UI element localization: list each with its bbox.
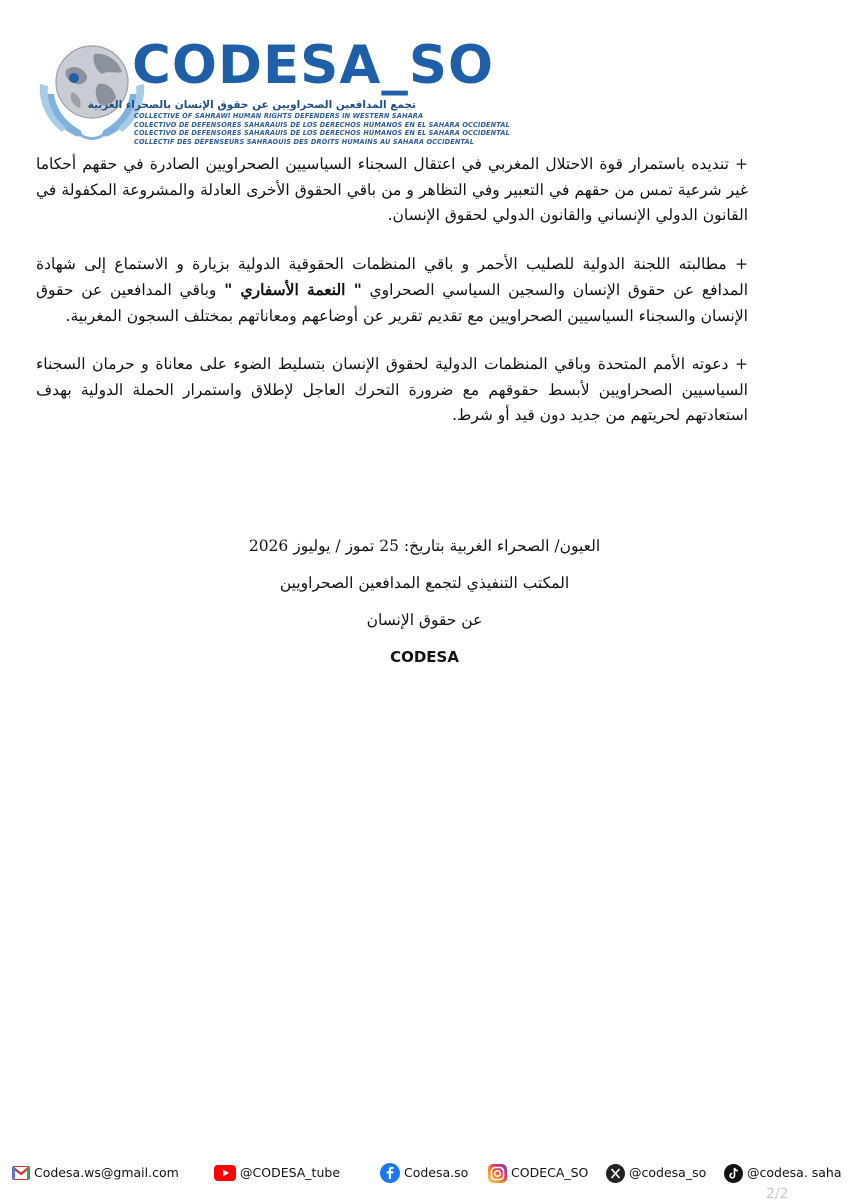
footer-email[interactable]: [12, 1158, 179, 1188]
email-text: Codesa.ws@gmail.com: [34, 1165, 179, 1180]
tiktok-text: @codesa. saha: [747, 1165, 842, 1180]
instagram-icon: [488, 1164, 507, 1183]
executive-office-line2: عن حقوق الإنسان: [366, 611, 483, 629]
globe-hands-icon: [36, 34, 146, 144]
youtube-text: @CODESA_tube: [240, 1165, 341, 1180]
paragraph-red-cross-demand: [36, 252, 748, 330]
paragraph-text-a: + مطالبته اللجنة الدولية للصليب الأحمر و باقي المنظمات الحقوقية الدولية بزيارة و الاستماع إلى شهادة المدافع عن حقوق الإنسان والسجين السياسي الصحراوي: [36, 254, 748, 299]
gmail-icon: [12, 1166, 30, 1180]
brand-line-es-2: COLECTIVO DE DEFENSORES SAHARAUIS DE LOS DERECHOS HUMANOS EN EL SAHARA OCCIDENTAL: [134, 129, 510, 137]
youtube-icon: [214, 1165, 236, 1181]
footer-x[interactable]: [606, 1158, 706, 1188]
footer-youtube[interactable]: [214, 1158, 340, 1188]
footer-facebook[interactable]: [380, 1158, 468, 1188]
page-number: 2/2: [766, 1186, 789, 1202]
footer-tiktok[interactable]: [724, 1158, 842, 1188]
paragraph-condemnation: + تنديده باستمرار قوة الاحتلال المغربي في اعتقال السجناء السياسيين الصحراويين الصادرة في حقهم أحكاما غير شرعية تمس من حقهم في التعبير وفي التظاهر و من باقي الحقوق الأخرى العادلة والمشروعة المكفولة في القانون الدولي الإنساني والقانون الدولي لحقوق الإنسان.: [36, 155, 748, 224]
footer-contacts: [0, 1158, 849, 1188]
statement-body: [36, 152, 748, 452]
tiktok-icon: [724, 1164, 743, 1183]
executive-office: المكتب التنفيذي لتجمع المدافعين الصحراويين: [279, 574, 570, 592]
signature-block: [0, 528, 849, 676]
prisoner-name: " النعمة الأسفاري ": [224, 280, 362, 299]
brand-name: CODESA_SO: [132, 35, 495, 96]
facebook-text: Codesa.so: [404, 1165, 469, 1180]
facebook-icon: [380, 1163, 400, 1183]
paragraph-un-call: + دعوته الأمم المتحدة وباقي المنظمات الدولية لحقوق الإنسان بتسليط الضوء على معاناة و حرمان السجناء السياسيين الصحراويين لأبسط حقوقهم مع ضرورة التحرك العاجل لإطلاق واستمرار الحملة الدولية بهدف استعادتهم لحريتهم من جديد دون قيد أو شرط.: [36, 355, 748, 424]
brand-line-es: COLECTIVO DE DEFENSORES SAHARAUIS DE LOS DERECHOS HUMANOS EN EL SAHARA OCCIDENTAL: [134, 120, 510, 129]
instagram-text: CODECA_SO: [511, 1165, 589, 1180]
organization-name: CODESA: [390, 648, 459, 666]
paragraph-text-b: وباقي المدافعين عن حقوق الإنسان والسجناء السياسيين الصحراويين مع تقديم تقرير عن أوضاعهم ومعاناتهم بمختلف السجون المغربية.: [36, 281, 748, 325]
brand-line-fr: COLLECTIF DES DÉFENSEURS SAHRAOUIS DES DROITS HUMAINS AU SAHARA OCCIDENTAL: [134, 137, 475, 146]
header-logo: [36, 34, 510, 146]
footer-instagram[interactable]: [488, 1158, 588, 1188]
brand-arabic-name: تجمع المدافعين الصحراويين عن حقوق الإنسان بالصحراء الغربية: [87, 99, 416, 111]
place-date: العيون/ الصحراء الغربية بتاريخ: 25 تموز / يوليوز 2026: [248, 537, 601, 555]
x-text: @codesa_so: [629, 1165, 707, 1180]
x-icon: [606, 1164, 625, 1183]
brand-line-en: COLLECTIVE OF SAHRAWI HUMAN RIGHTS DEFENDERS IN WESTERN SAHARA: [134, 112, 424, 120]
